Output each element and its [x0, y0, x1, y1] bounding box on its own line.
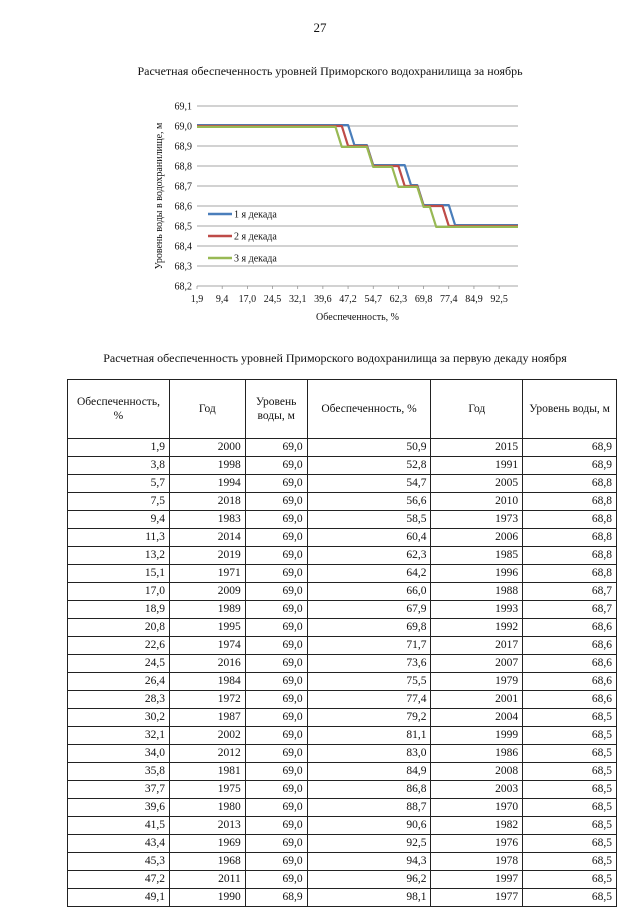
year-cell: 2006: [431, 529, 523, 547]
provision-cell: 56,6: [307, 493, 431, 511]
x-tick-label: 39,6: [314, 294, 332, 305]
table-row: [68, 457, 617, 475]
table-row: [68, 781, 617, 799]
level-cell: 69,0: [245, 781, 307, 799]
header-level-1: Уровень воды, м: [245, 380, 307, 439]
provision-cell: 75,5: [307, 673, 431, 691]
level-cell: 69,0: [245, 817, 307, 835]
year-cell: 2000: [169, 439, 245, 457]
year-cell: 2009: [169, 583, 245, 601]
provision-cell: 49,1: [68, 889, 170, 907]
year-cell: 1991: [431, 457, 523, 475]
header-year-1: Год: [169, 380, 245, 439]
year-cell: 1987: [169, 709, 245, 727]
year-cell: 1975: [169, 781, 245, 799]
provision-cell: 22,6: [68, 637, 170, 655]
level-cell: 68,7: [523, 601, 617, 619]
provision-cell: 66,0: [307, 583, 431, 601]
year-cell: 1981: [169, 763, 245, 781]
level-cell: 68,8: [523, 493, 617, 511]
year-cell: 2018: [169, 493, 245, 511]
level-cell: 69,0: [245, 691, 307, 709]
table-row: [68, 619, 617, 637]
table-header-row: [68, 380, 617, 439]
table-row: [68, 817, 617, 835]
x-tick-label: 69,8: [414, 294, 433, 305]
year-cell: 2008: [431, 763, 523, 781]
provision-cell: 28,3: [68, 691, 170, 709]
year-cell: 2015: [431, 439, 523, 457]
level-cell: 68,8: [523, 511, 617, 529]
provision-cell: 79,2: [307, 709, 431, 727]
provision-cell: 64,2: [307, 565, 431, 583]
level-cell: 68,6: [523, 691, 617, 709]
header-level-2: Уровень воды, м: [523, 380, 617, 439]
year-cell: 1973: [431, 511, 523, 529]
year-cell: 1997: [431, 871, 523, 889]
table-row: [68, 511, 617, 529]
level-cell: 68,8: [523, 529, 617, 547]
year-cell: 2010: [431, 493, 523, 511]
year-cell: 2001: [431, 691, 523, 709]
y-tick-label: 68,7: [174, 181, 192, 193]
provision-cell: 96,2: [307, 871, 431, 889]
provision-cell: 39,6: [68, 799, 170, 817]
provision-cell: 34,0: [68, 745, 170, 763]
level-cell: 69,0: [245, 547, 307, 565]
level-cell: 68,9: [245, 889, 307, 907]
legend-label: 2 я декада: [234, 231, 277, 243]
year-cell: 1989: [169, 601, 245, 619]
header-provision-2: Обеспеченность, %: [307, 380, 431, 439]
year-cell: 2005: [431, 475, 523, 493]
level-cell: 68,9: [523, 457, 617, 475]
level-cell: 69,0: [245, 493, 307, 511]
level-cell: 68,6: [523, 655, 617, 673]
x-tick-label: 1,9: [190, 294, 204, 305]
table-title: Расчетная обеспеченность уровней Приморского водохранилища за первую декаду ноября: [103, 351, 567, 365]
year-cell: 2016: [169, 655, 245, 673]
y-tick-label: 69,0: [174, 121, 192, 133]
year-cell: 1970: [431, 799, 523, 817]
x-tick-label: 84,9: [465, 294, 483, 305]
provision-cell: 35,8: [68, 763, 170, 781]
table-row: [68, 745, 617, 763]
table-row: [68, 529, 617, 547]
provision-cell: 88,7: [307, 799, 431, 817]
y-tick-label: 68,4: [174, 241, 192, 253]
year-cell: 2012: [169, 745, 245, 763]
level-cell: 69,0: [245, 853, 307, 871]
year-cell: 1977: [431, 889, 523, 907]
table-row: [68, 835, 617, 853]
level-cell: 69,0: [245, 835, 307, 853]
table-row: [68, 727, 617, 745]
level-cell: 69,0: [245, 529, 307, 547]
table-row: [68, 691, 617, 709]
provision-cell: 94,3: [307, 853, 431, 871]
provision-cell: 58,5: [307, 511, 431, 529]
year-cell: 1985: [431, 547, 523, 565]
provision-cell: 43,4: [68, 835, 170, 853]
x-tick-label: 24,5: [263, 294, 282, 305]
level-cell: 68,5: [523, 835, 617, 853]
table-row: [68, 565, 617, 583]
level-chart: [150, 96, 530, 328]
provision-cell: 92,5: [307, 835, 431, 853]
level-cell: 68,6: [523, 637, 617, 655]
chart-svg: [150, 96, 530, 328]
x-tick-label: 32,1: [288, 294, 307, 305]
year-cell: 2019: [169, 547, 245, 565]
provision-cell: 41,5: [68, 817, 170, 835]
table-row: [68, 475, 617, 493]
legend-label: 3 я декада: [234, 253, 277, 265]
table-row: [68, 493, 617, 511]
y-tick-label: 68,9: [174, 141, 192, 153]
level-cell: 69,0: [245, 565, 307, 583]
header-year-2: Год: [431, 380, 523, 439]
year-cell: 2017: [431, 637, 523, 655]
table-row: [68, 763, 617, 781]
year-cell: 1980: [169, 799, 245, 817]
table-body: [68, 439, 617, 907]
provision-cell: 5,7: [68, 475, 170, 493]
provision-cell: 37,7: [68, 781, 170, 799]
provision-cell: 98,1: [307, 889, 431, 907]
provision-cell: 67,9: [307, 601, 431, 619]
level-cell: 69,0: [245, 709, 307, 727]
level-cell: 68,8: [523, 475, 617, 493]
table-row: [68, 889, 617, 907]
provision-cell: 15,1: [68, 565, 170, 583]
table-row: [68, 673, 617, 691]
year-cell: 1994: [169, 475, 245, 493]
level-cell: 68,5: [523, 817, 617, 835]
year-cell: 1979: [431, 673, 523, 691]
level-cell: 68,8: [523, 565, 617, 583]
y-axis-label: Уровень воды в водохранилище, м: [154, 122, 165, 270]
year-cell: 1984: [169, 673, 245, 691]
level-cell: 68,5: [523, 727, 617, 745]
provision-cell: 18,9: [68, 601, 170, 619]
provision-cell: 32,1: [68, 727, 170, 745]
x-tick-label: 62,3: [389, 294, 408, 305]
level-cell: 69,0: [245, 655, 307, 673]
provision-cell: 52,8: [307, 457, 431, 475]
provision-cell: 26,4: [68, 673, 170, 691]
provision-cell: 24,5: [68, 655, 170, 673]
provision-cell: 84,9: [307, 763, 431, 781]
provision-cell: 73,6: [307, 655, 431, 673]
y-tick-label: 68,2: [174, 281, 192, 293]
y-tick-label: 68,3: [174, 261, 192, 273]
year-cell: 1983: [169, 511, 245, 529]
provision-cell: 77,4: [307, 691, 431, 709]
year-cell: 2004: [431, 709, 523, 727]
level-cell: 68,6: [523, 673, 617, 691]
level-cell: 69,0: [245, 619, 307, 637]
table-row: [68, 709, 617, 727]
table-row: [68, 799, 617, 817]
level-cell: 69,0: [245, 871, 307, 889]
provision-cell: 11,3: [68, 529, 170, 547]
year-cell: 2002: [169, 727, 245, 745]
year-cell: 1999: [431, 727, 523, 745]
year-cell: 1995: [169, 619, 245, 637]
level-cell: 68,5: [523, 889, 617, 907]
level-cell: 68,5: [523, 709, 617, 727]
table-row: [68, 583, 617, 601]
provision-cell: 7,5: [68, 493, 170, 511]
provision-cell: 30,2: [68, 709, 170, 727]
year-cell: 1982: [431, 817, 523, 835]
provision-cell: 71,7: [307, 637, 431, 655]
table-row: [68, 853, 617, 871]
year-cell: 1974: [169, 637, 245, 655]
level-cell: 68,5: [523, 745, 617, 763]
provision-cell: 45,3: [68, 853, 170, 871]
page-number: 27: [313, 20, 327, 35]
level-cell: 68,5: [523, 781, 617, 799]
year-cell: 1990: [169, 889, 245, 907]
level-cell: 69,0: [245, 799, 307, 817]
x-tick-label: 54,7: [364, 294, 382, 305]
provision-cell: 81,1: [307, 727, 431, 745]
provision-cell: 62,3: [307, 547, 431, 565]
level-cell: 69,0: [245, 637, 307, 655]
level-cell: 69,0: [245, 745, 307, 763]
x-axis-label: Обеспеченность, %: [316, 312, 399, 323]
legend-label: 1 я декада: [234, 209, 277, 221]
year-cell: 1968: [169, 853, 245, 871]
level-cell: 69,0: [245, 763, 307, 781]
year-cell: 2003: [431, 781, 523, 799]
year-cell: 1998: [169, 457, 245, 475]
year-cell: 2007: [431, 655, 523, 673]
provision-cell: 13,2: [68, 547, 170, 565]
year-cell: 1969: [169, 835, 245, 853]
level-cell: 69,0: [245, 475, 307, 493]
year-cell: 1971: [169, 565, 245, 583]
provision-cell: 1,9: [68, 439, 170, 457]
year-cell: 1978: [431, 853, 523, 871]
level-cell: 68,9: [523, 439, 617, 457]
year-cell: 1986: [431, 745, 523, 763]
level-cell: 68,6: [523, 619, 617, 637]
year-cell: 1993: [431, 601, 523, 619]
table-row: [68, 601, 617, 619]
year-cell: 2014: [169, 529, 245, 547]
header-provision-1: Обеспеченность, %: [68, 380, 170, 439]
provision-cell: 9,4: [68, 511, 170, 529]
level-cell: 68,5: [523, 853, 617, 871]
y-tick-label: 68,6: [174, 201, 192, 213]
chart-title: Расчетная обеспеченность уровней Приморского водохранилища за ноябрь: [137, 64, 523, 78]
level-cell: 68,5: [523, 799, 617, 817]
table-row: [68, 871, 617, 889]
level-cell: 68,5: [523, 763, 617, 781]
provision-cell: 86,8: [307, 781, 431, 799]
level-cell: 69,0: [245, 727, 307, 745]
y-tick-label: 68,5: [174, 221, 192, 233]
level-cell: 69,0: [245, 439, 307, 457]
provision-cell: 69,8: [307, 619, 431, 637]
x-tick-label: 92,5: [490, 294, 508, 305]
year-cell: 1996: [431, 565, 523, 583]
provision-table: [67, 379, 617, 907]
year-cell: 1976: [431, 835, 523, 853]
y-tick-label: 68,8: [174, 161, 192, 173]
year-cell: 1988: [431, 583, 523, 601]
level-cell: 69,0: [245, 673, 307, 691]
provision-cell: 83,0: [307, 745, 431, 763]
table-row: [68, 637, 617, 655]
level-cell: 68,8: [523, 547, 617, 565]
provision-cell: 90,6: [307, 817, 431, 835]
table-row: [68, 439, 617, 457]
y-tick-label: 69,1: [174, 101, 192, 113]
provision-cell: 60,4: [307, 529, 431, 547]
year-cell: 2011: [169, 871, 245, 889]
provision-cell: 17,0: [68, 583, 170, 601]
level-cell: 68,7: [523, 583, 617, 601]
level-cell: 69,0: [245, 511, 307, 529]
year-cell: 2013: [169, 817, 245, 835]
provision-cell: 50,9: [307, 439, 431, 457]
level-cell: 69,0: [245, 457, 307, 475]
provision-cell: 54,7: [307, 475, 431, 493]
x-tick-label: 9,4: [215, 294, 229, 305]
level-cell: 69,0: [245, 601, 307, 619]
provision-cell: 3,8: [68, 457, 170, 475]
level-cell: 68,5: [523, 871, 617, 889]
x-tick-label: 47,2: [339, 294, 357, 305]
level-cell: 69,0: [245, 583, 307, 601]
provision-cell: 47,2: [68, 871, 170, 889]
table-row: [68, 655, 617, 673]
x-tick-label: 17,0: [238, 294, 257, 305]
table-row: [68, 547, 617, 565]
year-cell: 1992: [431, 619, 523, 637]
x-tick-label: 77,4: [440, 294, 458, 305]
provision-cell: 20,8: [68, 619, 170, 637]
year-cell: 1972: [169, 691, 245, 709]
